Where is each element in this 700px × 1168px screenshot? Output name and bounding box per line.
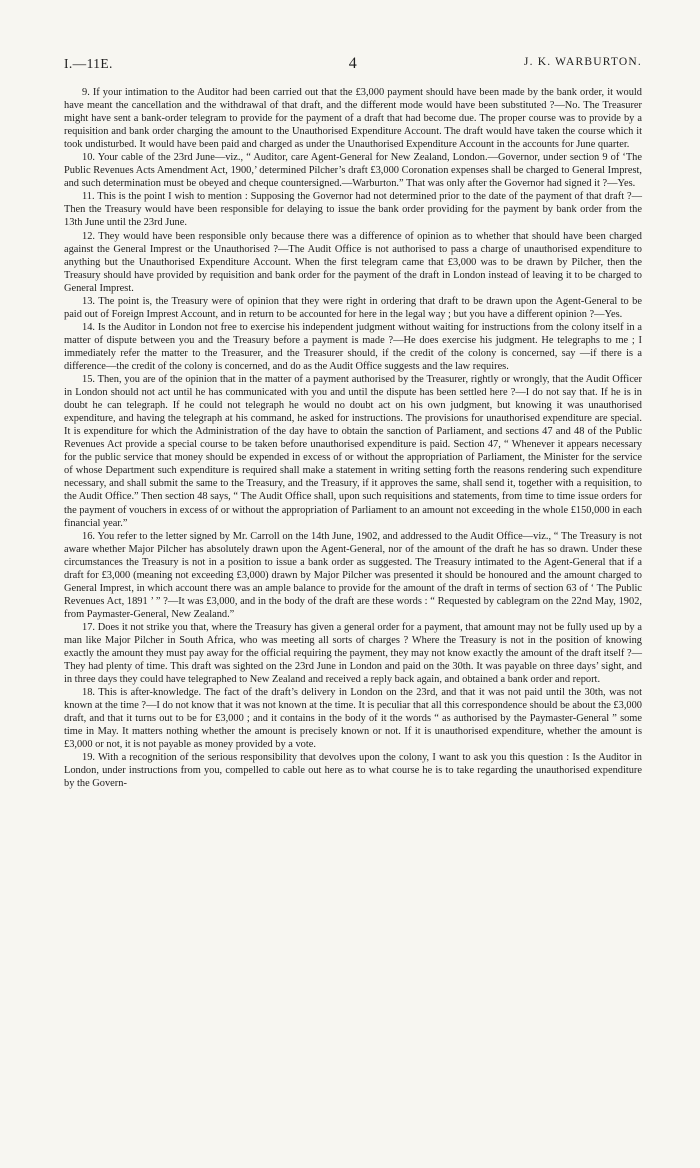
paragraph-19: 19. With a recognition of the serious responsibility that devolves upon the colony, I want to ask you this question : Is the Auditor in London, under instructions from you, compelled to cable out here as to what course he is to take regarding the unauthorised expenditure by the Govern- bbox=[64, 752, 642, 790]
document-reference: I.—11E. bbox=[64, 56, 113, 71]
paragraph-11: 11. This is the point I wish to mention : Supposing the Governor had not determined prior to the date of the payment of that draft ?—Then the Treasury would have been responsible for delaying to issue the bank order providing for the payment by bank order from the 13th June until the 23rd June. bbox=[64, 191, 642, 229]
paragraph-16: 16. You refer to the letter signed by Mr. Carroll on the 14th June, 1902, and addressed to the Audit Office—viz., “ The Treasury is not aware whether Major Pilcher has absolutely drawn upon the Agent-General, nor of the amount of the draft he has so drawn. Under these circumstances the Treasury is not in a position to issue a bank order as suggested. The Treasury intimated to the Agent-General that if a draft for £3,000 (meaning not exceeding £3,000) drawn by Major Pilcher was presented it should be honoured and the amount charged to General Imprest, in which account there was an ample balance to provide for the amount of the draft in terms of section 63 of ‘ The Public Revenues Act, 1891 ’ ” ?—It was £3,000, and in the body of the draft are these words : “ Requested by cablegram on the 22nd May, 1902, from Paymaster-General, New Zealand.” bbox=[64, 530, 642, 620]
page-header bbox=[64, 56, 642, 76]
page-number: 4 bbox=[348, 55, 358, 72]
witness-name: J. K. WARBURTON. bbox=[523, 56, 642, 68]
paragraph-14: 14. Is the Auditor in London not free to exercise his independent judgment without waiting for instructions from the colony itself in a matter of dispute between you and the Treasury before a payment is made ?—He does exercise his judgment. He telegraphs to me ; I immediately refer the matter to the Treasurer, and the Treasurer should, if the credit of the colony is concerned, say —if there is a difference—the credit of the colony is concerned, and do as the Audit Office suggests and the law requires. bbox=[64, 321, 642, 372]
paragraph-15: 15. Then, you are of the opinion that in the matter of a payment authorised by the Treasurer, rightly or wrongly, that the Audit Officer in London should not act until he has communicated with you and until the dispute has been settled here ?—I do not say that. If he is in doubt he can telegraph. If he could not telegraph he would no doubt act on his own judgment, but knowing it was unauthorised expenditure, and having the telegraph at his command, he asked for instructions. The provisions for unauthorised expenditure are special. It is expenditure for which the Administration of the day have to obtain the sanction of Parliament, and sections 47 and 48 of the Public Revenues Act provide a special course to be taken before unauthorised expenditure is paid. Section 47, “ Whenever it appears necessary for the public service that money should be expended in excess of or without the appropriation of Parliament, the Minister for the service of whose Department such expenditure is required shall make a statement in writing setting forth the reasons rendering such expenditure necessary, and shall submit the same to the Treasury, and the Treasury, if it approves the same, shall send it, together with a requisition, to the Audit Office.” Then section 48 says, “ The Audit Office shall, upon such requisitions and statements, from time to time issue orders for the payment of vouchers in excess of or without the appropriation of Parliament to an amount not exceeding in the whole £150,000 in each financial year.” bbox=[64, 374, 642, 529]
paragraph-18: 18. This is after-knowledge. The fact of the draft’s delivery in London on the 23rd, and that it was not paid until the 30th, was not known at the time ?—I do not know that it was not known at the time. It is peculiar that all this correspondence should be about the £3,000 draft, and that it turns out to be for £3,000 ; and it contains in the body of it the words “ as authorised by the Paymaster-General ” some time in May. It matters nothing whether the amount is precisely known or not. If it is unauthorised expenditure, whether the amount is £3,000 or not, it is not payable as money provided by a vote. bbox=[64, 687, 642, 751]
paragraph-12: 12. They would have been responsible only because there was a difference of opinion as to whether that should have been charged against the General Imprest or the Unauthorised ?—The Audit Office is not authorised to pass a charge of unauthorised expenditure to anything but the Unauthorised Expenditure Account. When the first telegram came that £3,000 was to be drawn by Pilcher, then the Treasury should have provided by requisition and bank order for the payment of the draft in London instead of leaving it to be charged to General Imprest. bbox=[64, 230, 642, 294]
document-body bbox=[64, 86, 642, 791]
paragraph-13: 13. The point is, the Treasury were of opinion that they were right in ordering that draft to be drawn upon the Agent-General to be paid out of Foreign Imprest Account, and in return to be accounted for here in the legal way ; but you have a different opinion ?—Yes. bbox=[64, 295, 642, 320]
paragraph-9: 9. If your intimation to the Auditor had been carried out that the £3,000 payment should have been made by the bank order, it would have meant the cancellation and the withdrawal of that draft, and the different mode would have been substituted ?—No. The Treasurer might have sent a bank-order telegram to provide for the payment of a draft that had become due. The proper course was to provide by a requisition and bank order charging the amount to the Unauthorised Expenditure Account. The draft would have taken the course which it took undisturbed. It would have been paid and charged as under the Unauthorised Expenditure Account in the accounts for June quarter. bbox=[64, 87, 642, 151]
paragraph-10: 10. Your cable of the 23rd June—viz., “ Auditor, care Agent-General for New Zealand, London.—Governor, under section 9 of ‘The Public Revenues Acts Amendment Act, 1900,’ determined Pilcher’s draft £3,000 Coronation expenses shall be charged to General Imprest, and such determination must be obeyed and cheque countersigned.—Warburton.” That was only after the Governor had signed it ?—Yes. bbox=[64, 152, 642, 190]
paragraph-17: 17. Does it not strike you that, where the Treasury has given a general order for a payment, that amount may not be fully used up by a man like Major Pilcher in South Africa, who was meeting all sorts of charges ? Where the Treasury is not in the position of knowing exactly the amount they must pay away for the official requiring the payment, they may not know exactly the amount of the draft itself ?—They had plenty of time. This draft was sighted on the 23rd June in London and paid on the 30th. It was payable on three days’ sight, and in three days they could have telegraphed to New Zealand and received a reply back again, and obtained a bank order and report. bbox=[64, 621, 642, 686]
